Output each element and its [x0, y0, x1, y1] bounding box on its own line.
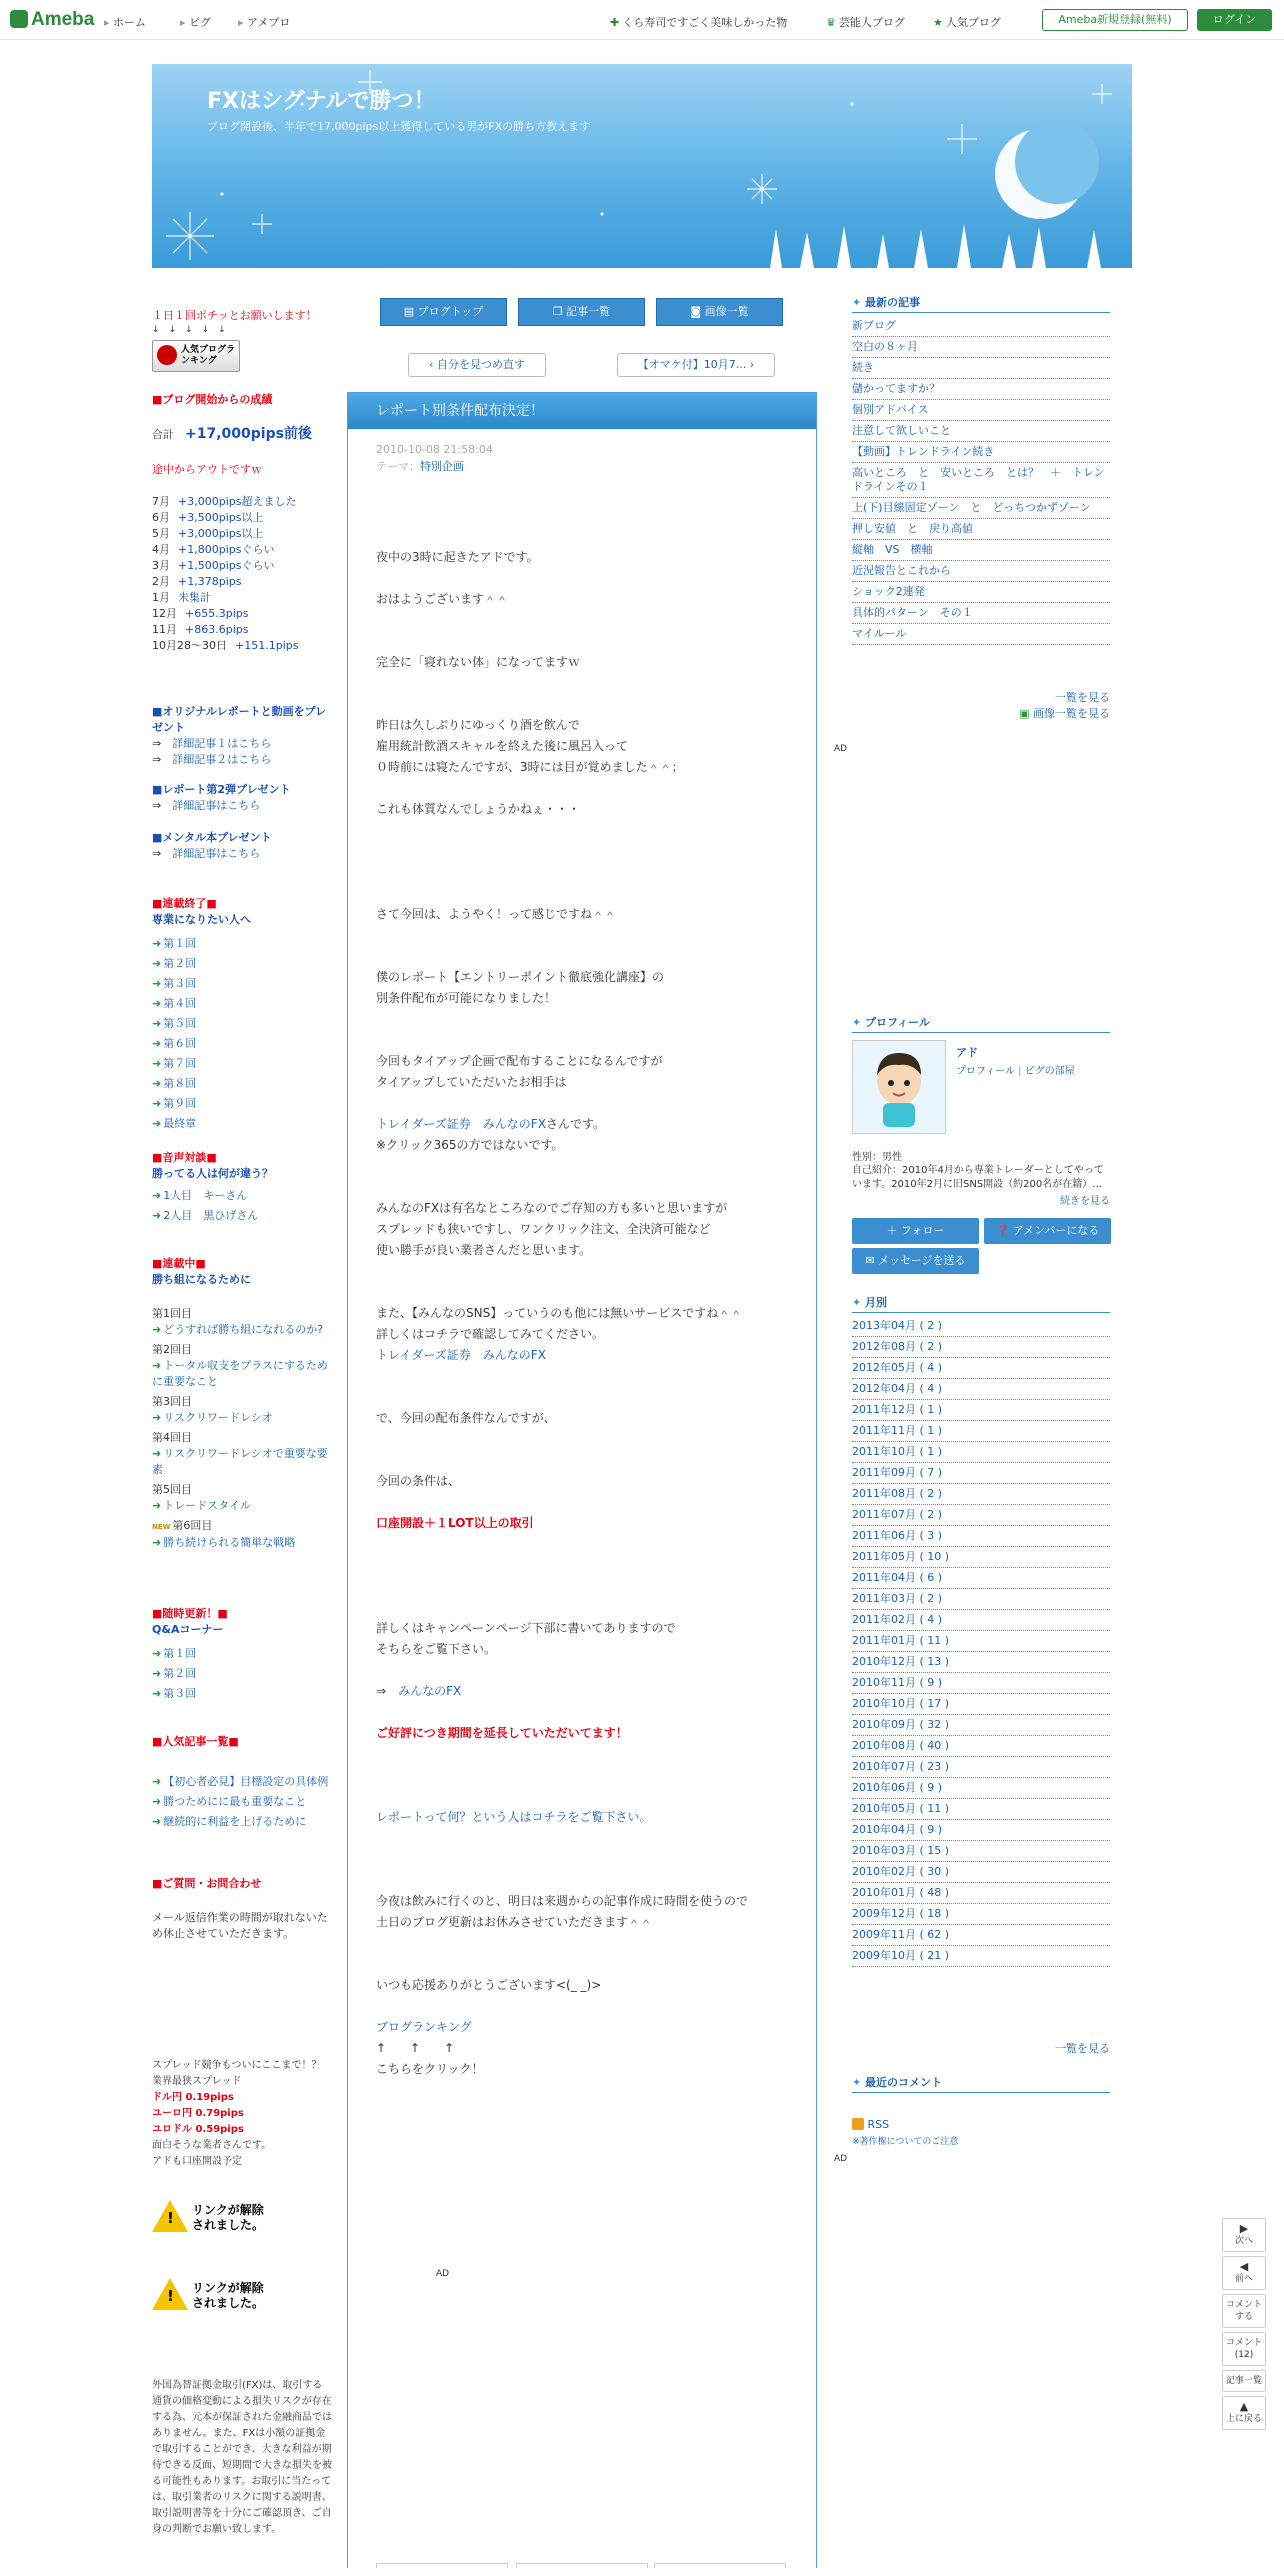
audio-label: ■音声対談■	[152, 1151, 217, 1164]
monthly-archive-link[interactable]: 2010年10月 ( 17 )	[852, 1694, 1110, 1715]
popular-item[interactable]: ➜ 継続的に利益を上げるために	[152, 1815, 307, 1828]
profile-title: ✦ プロフィール	[852, 1012, 1110, 1033]
monthly-archive-link[interactable]: 2010年02月 ( 30 )	[852, 1862, 1110, 1883]
serial2-item[interactable]: ➜ リスクリワードレシオで重要な要素	[152, 1447, 328, 1476]
monthly-archive-link[interactable]: 2009年10月 ( 21 )	[852, 1946, 1110, 1967]
qa-title: Q&Aコーナー	[152, 1623, 224, 1636]
report2-title: ■レポート第2弾プレゼント	[152, 783, 291, 796]
serial1-item[interactable]: ➜ 第４回	[152, 997, 197, 1010]
total-row: 合計 +17,000pips前後	[152, 426, 312, 442]
recent-article-link[interactable]: ショック2連発	[852, 582, 1110, 603]
report-info-link[interactable]: レポートって何？という人はコチラをご覧下さい。	[376, 1810, 652, 1824]
month-value: +1,500pipsぐらい	[178, 559, 275, 572]
prev-article-button[interactable]: ‹ 自分を見つめ直す	[408, 353, 546, 377]
audio-item[interactable]: ➜ 2人目 黒ひげさん	[152, 1209, 259, 1222]
month-result-row	[152, 542, 332, 558]
recent-article-link[interactable]: 縦軸 VS 横軸	[852, 540, 1110, 561]
month-value: +3,000pips超えました	[178, 495, 297, 508]
contact-text: メール返信作業の時間が取れないため休止させていただきます。	[152, 1911, 328, 1940]
month-value: +1,378pips	[178, 575, 242, 588]
paragraph: タイアップしていただいたお相手は	[376, 1075, 567, 1089]
green-arrow-icon: ➜	[152, 1189, 162, 1202]
recent-article-link[interactable]: 個別アドバイス	[852, 400, 1110, 421]
monthly-archive-link[interactable]: 2011年02月 ( 4 )	[852, 1610, 1110, 1631]
recent-article-link[interactable]: 高いところ と 安いところ とは？ ＋ トレンドラインその１	[852, 463, 1110, 498]
serial1-item[interactable]: ➜ 第２回	[152, 957, 197, 970]
green-arrow-icon: ➜	[152, 1687, 162, 1700]
green-arrow-icon: ➜	[152, 1057, 162, 1070]
popular-item[interactable]: ➜ 【初心者必見】目標設定の具体例	[152, 1775, 329, 1788]
green-arrow-icon: ➜	[152, 937, 162, 950]
monthly-archive-link[interactable]: 2010年06月 ( 9 )	[852, 1778, 1110, 1799]
recent-article-link[interactable]: 具体的パターン その１	[852, 603, 1110, 624]
theme-link[interactable]: 特別企画	[420, 460, 464, 473]
spread-usdjpy: ドル円 0.19pips	[152, 2092, 234, 2103]
avatar-illustration	[853, 1041, 945, 1133]
disclaimer-text: 外国為替証拠金取引(FX)は、取引する通貨の価格変動による損失リスクが存在する為、元本が保証された金融商品ではありません。また、FXは小額の証拠金で取引することができ、大きな利益が期待できる反面、短期間で大きな損失を被る可能性もあります。お取引に当たっては、取引業者のリスクに関する説明書、取引説明書等を十分にご確認頂き、ご自身の判断でお願い致します。	[152, 2380, 332, 2535]
serial1-title: 専業になりたい人へ	[152, 913, 251, 926]
question-icon: ❓	[995, 1224, 1013, 1237]
green-arrow-icon: ➜	[152, 1359, 162, 1372]
paragraph: そちらをご覧下さい。	[376, 1642, 497, 1656]
article-theme: テーマ：特別企画	[376, 460, 464, 473]
green-arrow-icon: ➜	[152, 997, 162, 1010]
serial2-item[interactable]: ➜ どうすれば勝ち組になれるのか?	[152, 1323, 324, 1336]
recent-article-link[interactable]: 押し安値 と 戻り高値	[852, 519, 1110, 540]
recent-article-link[interactable]: 空白の８ヶ月	[852, 337, 1110, 358]
paragraph: ⇒ みんなのFX	[376, 1684, 462, 1698]
paragraph: 雇用統計飲酒スキャルを終えた後に風呂入って	[376, 739, 629, 753]
share-button[interactable]	[516, 2563, 648, 2568]
serial2-item[interactable]: ➜ リスクリワードレシオ	[152, 1411, 273, 1424]
recent-list	[852, 316, 1110, 645]
plus-icon: ＋	[886, 1224, 902, 1237]
recent-article-link[interactable]: 近況報告とこれから	[852, 561, 1110, 582]
login-button[interactable]: ログイン	[1197, 9, 1272, 31]
rss-link[interactable]: RSS	[852, 2118, 889, 2131]
share-button[interactable]	[376, 2563, 508, 2568]
month-value: 未集計	[178, 591, 211, 604]
audio-item[interactable]: ➜ 1人目 キーさん	[152, 1189, 248, 1202]
monthly-archive-link[interactable]: 2012年04月 ( 4 )	[852, 1379, 1110, 1400]
serial2-list	[152, 1306, 332, 1555]
green-arrow-icon: ➜	[152, 1536, 162, 1549]
spread-eurjpy: ユーロ円 0.79pips	[152, 2108, 244, 2119]
serial2-number: NEW 第6回目	[152, 1519, 213, 1532]
serial-now-label: ■連載中■	[152, 1257, 206, 1270]
popular-title: ■人気記事一覧■	[152, 1735, 239, 1748]
blog-description: ブログ開設後、半年で17,000pips以上獲得している男がFXの勝ち方教えます	[207, 120, 591, 133]
extension-notice: ご好評につき期間を延長していただいてます！	[376, 1726, 628, 1740]
month-label: 12月	[152, 607, 177, 620]
traders-link[interactable]: トレイダーズ証券 みんなのFX	[376, 1117, 546, 1131]
qa-item[interactable]: ➜ 第２回	[152, 1667, 197, 1680]
paragraph: トレイダーズ証券 みんなのFXさんです。	[376, 1117, 605, 1131]
spread-block	[152, 2058, 332, 2170]
recent-article-link[interactable]: 新ブログ	[852, 316, 1110, 337]
blog-title[interactable]: FXはシグナルで勝つ！	[207, 89, 436, 114]
paragraph: 夜中の3時に起きたアドです。	[376, 550, 539, 564]
serial2-title: 勝ち組になるために	[152, 1273, 251, 1286]
green-arrow-icon: ➜	[152, 957, 162, 970]
green-arrow-icon: ➜	[152, 1815, 162, 1828]
paragraph: 完全に「寝れない体」になってますｗ	[376, 655, 581, 669]
serial2-item[interactable]: ➜ トレードスタイル	[152, 1499, 251, 1512]
monthly-archive-link[interactable]: 2010年05月 ( 11 )	[852, 1799, 1110, 1820]
next-article-button[interactable]: 【オマケ付】10月7... ›	[617, 353, 775, 377]
paragraph: 昨日は久しぶりにゆっくり酒を飲んで	[376, 718, 580, 732]
popular-list	[152, 1772, 332, 1832]
recent-article-link[interactable]: マイルール	[852, 624, 1110, 645]
green-arrow-icon: ➜	[152, 1097, 162, 1110]
serial2-item[interactable]: ➜ 勝ち続けられる簡単な戦略	[152, 1536, 296, 1549]
recent-more-link[interactable]: 一覧を見る	[1055, 691, 1110, 704]
ranking-banner-label: 人気ブログランキング	[181, 345, 236, 366]
green-arrow-icon: ➜	[152, 977, 162, 990]
blog-top-button[interactable]: ▤ ブログトップ	[380, 298, 507, 326]
nav-home[interactable]: ▸ ホーム	[104, 14, 146, 30]
paragraph: また、【みんなのSNS】っていうのも他には無いサービスですね＾＾	[376, 1306, 743, 1320]
serial1-item[interactable]: ➜ 第５回	[152, 1017, 197, 1030]
audio-title: 勝ってる人は何が違う？	[152, 1167, 273, 1180]
paragraph: おはようございます＾＾	[376, 592, 509, 606]
month-result-row	[152, 510, 332, 526]
sidenav-button[interactable]: 記事一覧	[1222, 2370, 1266, 2392]
article	[347, 392, 817, 2568]
profile-more[interactable]: 続きを見る	[1060, 1196, 1110, 1207]
paragraph: で、今回の配布条件なんですが、	[376, 1411, 556, 1425]
paragraph: 詳しくはコチラで確認してみてください。	[376, 1327, 605, 1341]
paragraph: いつも応援ありがとうございます<(_ _)>	[376, 1978, 602, 1992]
article-title[interactable]: レポート別条件配布決定！	[348, 393, 816, 429]
image-list-link[interactable]: 画像一覧を見る	[1033, 707, 1110, 720]
month-value: +151.1pips	[235, 639, 299, 652]
sidenav-icon: ▲	[1239, 2400, 1249, 2413]
profile-links: プロフィール | ピグの部屋	[956, 1066, 1075, 1077]
sidenav-button[interactable]: ▲ 上に戻る	[1222, 2396, 1266, 2430]
month-label: 2月	[152, 575, 170, 588]
serial2-number: 第5回目	[152, 1483, 192, 1496]
spread-line: スプレッド競争もついにここまで！？	[152, 2060, 322, 2071]
spread-eurusd: ユロドル 0.59pips	[152, 2124, 244, 2135]
serial2-number: 第1回目	[152, 1307, 192, 1320]
result-title: ■ブログ開始からの成績	[152, 393, 273, 406]
share-button[interactable]	[654, 2563, 786, 2568]
monthly-archive-link[interactable]: 2011年11月 ( 1 )	[852, 1421, 1110, 1442]
paragraph: これも体質なんでしょうかねぇ・・・	[376, 802, 581, 816]
month-label: 10月28～30日	[152, 639, 227, 652]
month-label: 4月	[152, 543, 170, 556]
chevron-left-icon: ‹	[429, 358, 437, 371]
audio-list	[152, 1186, 258, 1226]
recent-article-link[interactable]: 注意して欲しいこと	[852, 421, 1110, 442]
profile-intro: 自己紹介：2010年4月から専業トレーダーとしてやっています。2010年2月に旧SNS開設（約200名が在籍）...	[852, 1165, 1104, 1190]
monthly-archive-link[interactable]: 2011年10月 ( 1 )	[852, 1442, 1110, 1463]
recent-more-block	[852, 690, 1110, 722]
paragraph: スプレッドも狭いですし、ワンクリック注文、全決済可能など	[376, 1222, 711, 1236]
new-badge: NEW	[152, 1523, 171, 1531]
month-value: +655.3pips	[185, 607, 249, 620]
serial-end-label: ■連載終了■	[152, 897, 217, 910]
month-result-row	[152, 574, 332, 590]
traders-link[interactable]: トレイダーズ証券 みんなのFX	[376, 1348, 546, 1362]
ad-label: AD	[834, 744, 848, 754]
paragraph: 今夜は飲みに行くのと、明日は来週からの記事作成に時間を使うので	[376, 1894, 749, 1908]
sidenav-icon: ◀	[1239, 2260, 1249, 2273]
blog-header	[152, 64, 1132, 268]
monthly-archive-link[interactable]: 2011年05月 ( 10 )	[852, 1547, 1110, 1568]
month-result-row	[152, 558, 332, 574]
monthly-archive-link[interactable]: 2011年08月 ( 2 )	[852, 1484, 1110, 1505]
green-arrow-icon: ➜	[152, 1037, 162, 1050]
serial2-item[interactable]: ➜ トータル収支をプラスにするために重要なこと	[152, 1359, 328, 1388]
image-list-button[interactable]: ◙ 画像一覧	[656, 298, 783, 326]
monthly-archive-link[interactable]: 2010年11月 ( 9 )	[852, 1673, 1110, 1694]
green-arrow-icon: ➜	[152, 1017, 162, 1030]
paragraph: ※クリック365の方ではないです。	[376, 1138, 564, 1152]
month-label: 1月	[152, 591, 170, 604]
monthly-title: ✦ 月別	[852, 1292, 1110, 1313]
pigg-room-link[interactable]: ピグの部屋	[1024, 1066, 1075, 1077]
month-value: +3,500pips以上	[178, 511, 264, 524]
paragraph: 別条件配布が可能になりました！	[376, 991, 557, 1005]
month-label: 7月	[152, 495, 170, 508]
nav-pigg[interactable]: ▸ ピグ	[180, 14, 211, 30]
monthly-results	[152, 494, 332, 654]
recent-article-link[interactable]: 上(下)目線固定ゾーン と どっちつかずゾーン	[852, 498, 1110, 519]
link-popular[interactable]: ★ 人気ブログ	[933, 16, 1001, 29]
serial2-number: 第2回目	[152, 1343, 192, 1356]
follow-button[interactable]: ＋ フォロー	[852, 1218, 979, 1244]
monthly-archive-link[interactable]: 2010年07月 ( 23 )	[852, 1757, 1110, 1778]
rss-icon	[852, 2118, 864, 2130]
paragraph: みんなのFXは有名なところなのでご存知の方も多いと思いますが	[376, 1201, 728, 1215]
paragraph: さて今回は、ようやく！って感じですね＾＾	[376, 907, 617, 921]
report-link-2[interactable]: ⇒ 詳細記事２はこちら	[152, 753, 272, 766]
serial1-item[interactable]: ➜ 最終章	[152, 1117, 197, 1130]
camera-icon: ◙	[690, 305, 705, 318]
sidenav-button[interactable]: ▶ 次へ	[1222, 2218, 1266, 2252]
report2-link[interactable]: ⇒ 詳細記事はこちら	[152, 799, 261, 812]
month-result-row	[152, 526, 332, 542]
link-celebrity[interactable]: ♛ 芸能人ブログ	[826, 16, 905, 29]
monthly-archive-link[interactable]: 2012年05月 ( 4 )	[852, 1358, 1110, 1379]
serial1-item[interactable]: ➜ 第８回	[152, 1077, 197, 1090]
month-label: 11月	[152, 623, 177, 636]
ranking-banner[interactable]	[152, 340, 240, 372]
documents-icon: ❐	[552, 305, 567, 318]
note-text: 途中からアウトですｗ	[152, 463, 262, 476]
green-arrow-icon: ➜	[152, 1447, 162, 1460]
article-body	[376, 441, 796, 2080]
envelope-icon: ✉	[865, 1254, 879, 1267]
serial1-item[interactable]: ➜ 第７回	[152, 1057, 197, 1070]
arrows-text: ↓ ↓ ↓ ↓ ↓	[152, 325, 226, 335]
register-button[interactable]: Ameba新規登録(無料)	[1042, 9, 1188, 31]
month-result-row	[152, 606, 332, 622]
mental-link[interactable]: ⇒ 詳細記事はこちら	[152, 847, 261, 860]
monthly-archive-link[interactable]: 2011年06月 ( 3 )	[852, 1526, 1110, 1547]
serial1-item[interactable]: ➜ 第１回	[152, 937, 197, 950]
qa-list	[152, 1644, 196, 1704]
condition-text: 口座開設＋１LOT以上の取引	[376, 1516, 534, 1530]
month-result-row	[152, 590, 332, 606]
qa-item[interactable]: ➜ 第３回	[152, 1687, 197, 1700]
ad-label: AD	[834, 2154, 848, 2164]
monthly-archive-link[interactable]: 2011年01月 ( 11 )	[852, 1631, 1110, 1652]
serial1-item[interactable]: ➜ 第９回	[152, 1097, 197, 1110]
serial1-list	[152, 934, 196, 1134]
monthly-archive-link[interactable]: 2010年08月 ( 40 )	[852, 1736, 1110, 1757]
monthly-archive-link[interactable]: 2009年12月 ( 18 )	[852, 1904, 1110, 1925]
total-value: +17,000pips前後	[185, 426, 312, 442]
ameba-logo[interactable]	[10, 9, 94, 31]
green-arrow-icon: ➜	[152, 1077, 162, 1090]
star-icon: ★	[933, 16, 943, 29]
green-arrow-icon: ➜	[152, 1795, 162, 1808]
month-result-row	[152, 638, 332, 654]
ranking-banner-icon	[157, 345, 177, 365]
qa-label: ■随時更新！■	[152, 1607, 228, 1620]
month-result-row	[152, 622, 332, 638]
monthly-more[interactable]: 一覧を見る	[1055, 2042, 1110, 2055]
paragraph: 今回の条件は、	[376, 1474, 461, 1488]
qa-item[interactable]: ➜ 第１回	[152, 1647, 197, 1660]
article-date: 2010-10-08 21:58:04	[376, 443, 493, 456]
paragraph: ↑ ↑ ↑	[376, 2041, 455, 2055]
monthly-archive-link[interactable]: 2010年09月 ( 32 )	[852, 1715, 1110, 1736]
spread-line: 業界最狭スプレッド	[152, 2076, 242, 2087]
popular-item[interactable]: ➜ 勝つためにに最も重要なこと	[152, 1795, 307, 1808]
paragraph: 土日のブログ更新はお休みさせていただきます＾＾	[376, 1915, 653, 1929]
spread-line: 面白そうな業者さんです。	[152, 2140, 272, 2151]
message-button[interactable]: ✉ メッセージを送る	[852, 1248, 979, 1274]
serial1-item[interactable]: ➜ 第３回	[152, 977, 197, 990]
monthly-archive-link[interactable]: 2011年07月 ( 2 )	[852, 1505, 1110, 1526]
article-list-button[interactable]: ❐ 記事一覧	[518, 298, 645, 326]
month-value: +1,800pipsぐらい	[178, 543, 275, 556]
paragraph: こちらをクリック！	[376, 2062, 484, 2076]
month-label: 3月	[152, 559, 170, 572]
sidenav-button[interactable]: コメントする	[1222, 2294, 1266, 2328]
month-label: 5月	[152, 527, 170, 540]
sidenav-icon: ▶	[1239, 2222, 1249, 2235]
spread-line: アドも口座開設予定	[152, 2156, 242, 2167]
sparkle-icon: ✚	[610, 16, 620, 29]
floating-side-nav	[1222, 2218, 1266, 2434]
monthly-list	[852, 1316, 1110, 1967]
comments-title: ✦ 最近のコメント	[852, 2072, 1110, 2093]
minna-fx-link[interactable]: みんなのFX	[398, 1684, 462, 1698]
blog-ranking-link[interactable]: ブログランキング	[376, 2020, 472, 2034]
copyright-link[interactable]: ※著作権についてのご注意	[852, 2137, 959, 2147]
avatar[interactable]	[852, 1040, 946, 1134]
recent-article-link[interactable]: 【動画】トレンドライン続き	[852, 442, 1110, 463]
paragraph: 詳しくはキャンペーンページ下部に書いてありますので	[376, 1621, 676, 1635]
green-arrow-icon: ➜	[152, 1209, 162, 1222]
report-link-1[interactable]: ⇒ 詳細記事１はこちら	[152, 737, 272, 750]
month-value: +3,000pips以上	[178, 527, 264, 540]
green-arrow-icon: ➜	[152, 1499, 162, 1512]
amember-button[interactable]: ❓ アメンバーになる	[984, 1218, 1111, 1244]
monthly-archive-link[interactable]: 2012年08月 ( 2 )	[852, 1337, 1110, 1358]
ameba-logo-icon	[10, 10, 28, 28]
green-arrow-icon: ➜	[152, 1647, 162, 1660]
ad-label: AD	[436, 2269, 450, 2279]
monthly-archive-link[interactable]: 2010年03月 ( 15 )	[852, 1841, 1110, 1862]
month-label: 6月	[152, 511, 170, 524]
month-value: +863.6pips	[185, 623, 249, 636]
serial2-number: 第3回目	[152, 1395, 192, 1408]
serial2-number: 第4回目	[152, 1431, 192, 1444]
link-sushi[interactable]: ✚ くら寿司ですごく美味しかった物	[610, 16, 788, 29]
month-result-row	[152, 494, 332, 510]
monthly-archive-link[interactable]: 2010年12月 ( 13 )	[852, 1652, 1110, 1673]
monthly-archive-link[interactable]: 2010年04月 ( 9 )	[852, 1820, 1110, 1841]
serial1-item[interactable]: ➜ 第６回	[152, 1037, 197, 1050]
profile-name[interactable]: アド	[956, 1046, 978, 1059]
nav-ameblo[interactable]: ▸ アメブロ	[238, 14, 290, 30]
global-header	[0, 0, 1284, 40]
paragraph: 僕のレポート【エントリーポイント徹底強化講座】の	[376, 970, 665, 984]
crown-icon: ♛	[826, 16, 836, 29]
monthly-archive-link[interactable]: 2011年12月 ( 1 )	[852, 1400, 1110, 1421]
contact-title: ■ご質問・お問合わせ	[152, 1877, 262, 1890]
monthly-archive-link[interactable]: 2011年04月 ( 6 )	[852, 1568, 1110, 1589]
sidenav-button[interactable]: ◀ 前へ	[1222, 2256, 1266, 2290]
broken-link-notice: ! リンクが解除 されました。	[152, 2278, 272, 2318]
recent-article-link[interactable]: 続き	[852, 358, 1110, 379]
paragraph: 今回もタイアップ企画で配布することになるんですが	[376, 1054, 663, 1068]
green-arrow-icon: ➜	[152, 1775, 162, 1788]
logo-text: Ameba	[31, 9, 95, 30]
recent-title: ✦ 最新の記事	[852, 292, 1110, 313]
monthly-archive-link[interactable]: 2013年04月 ( 2 )	[852, 1316, 1110, 1337]
mental-title: ■メンタル本プレゼント	[152, 831, 272, 844]
chevron-right-icon: ›	[746, 358, 755, 371]
green-arrow-icon: ➜	[152, 1411, 162, 1424]
book-icon: ▤	[403, 305, 418, 318]
profile-sex: 性別：男性	[852, 1152, 902, 1163]
sidenav-button[interactable]: コメント(12)	[1222, 2332, 1266, 2366]
monthly-archive-link[interactable]: 2009年11月 ( 62 )	[852, 1925, 1110, 1946]
broken-link-notice: ! リンクが解除 されました。	[152, 2200, 272, 2240]
paragraph: ０時前には寝たんですが、3時には目が覚めました＾＾；	[376, 760, 684, 774]
monthly-archive-link[interactable]: 2011年09月 ( 7 )	[852, 1463, 1110, 1484]
green-arrow-icon: ➜	[152, 1323, 162, 1336]
paragraph: 使い勝手が良い業者さんだと思います。	[376, 1243, 592, 1257]
green-arrow-icon: ➜	[152, 1667, 162, 1680]
recent-article-link[interactable]: 儲かってますか？	[852, 379, 1110, 400]
profile-link[interactable]: プロフィール	[956, 1066, 1015, 1077]
image-icon: ▣	[1019, 707, 1033, 720]
report-title: ■オリジナルレポートと動画をプレゼント	[152, 705, 327, 734]
intro-text: １日１回ポチッとお願いします！	[152, 309, 317, 322]
green-arrow-icon: ➜	[152, 1117, 162, 1130]
monthly-archive-link[interactable]: 2011年03月 ( 2 )	[852, 1589, 1110, 1610]
monthly-archive-link[interactable]: 2010年01月 ( 48 )	[852, 1883, 1110, 1904]
